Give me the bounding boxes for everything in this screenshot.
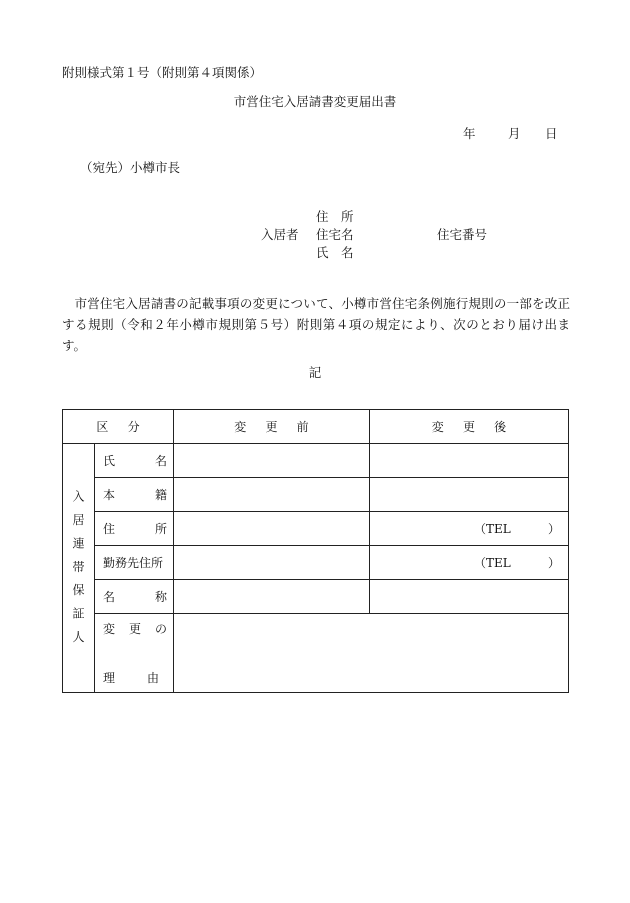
ki-label: 記 [308, 365, 322, 380]
date-month: 月 [508, 126, 521, 141]
header-row [63, 410, 569, 444]
workplace-after-cell[interactable] [370, 546, 569, 580]
guarantor-group-label: 入居連帯保証人 [63, 444, 95, 693]
address-after-cell[interactable] [370, 512, 569, 546]
row-address-label: 住 所 [95, 512, 174, 546]
meisho-before-cell[interactable] [174, 580, 370, 614]
reason-cell[interactable] [174, 614, 569, 693]
row-honseki-label: 本 籍 [95, 478, 174, 512]
name-label: 氏 名 [316, 245, 354, 260]
name-after-cell[interactable] [370, 444, 569, 478]
addressee: （宛先）小樽市長 [80, 160, 181, 175]
row-reason-label: 変 更 の 理 由 [95, 614, 174, 693]
header-before: 変更前 [174, 410, 370, 444]
row-workplace-label: 勤務先住所 [95, 546, 174, 580]
row-workplace [63, 546, 569, 580]
form-id: 附則様式第１号（附則第４項関係） [62, 65, 263, 80]
house-number-label: 住宅番号 [437, 227, 488, 242]
header-category: 区分 [63, 410, 174, 444]
row-meisho [63, 580, 569, 614]
workplace-tel: （TEL ） [474, 556, 560, 570]
document-title: 市営住宅入居請書変更届出書 [233, 94, 397, 109]
honseki-after-cell[interactable] [370, 478, 569, 512]
row-name-label: 氏 名 [95, 444, 174, 478]
applicant-role: 入居者 [261, 227, 299, 242]
row-address [63, 512, 569, 546]
row-honseki [63, 478, 569, 512]
workplace-before-cell[interactable] [174, 546, 370, 580]
change-table [62, 409, 569, 693]
row-reason [63, 614, 569, 693]
honseki-before-cell[interactable] [174, 478, 370, 512]
row-meisho-label: 名 称 [95, 580, 174, 614]
date-day: 日 [545, 126, 558, 141]
row-name [63, 444, 569, 478]
house-name-label: 住宅名 [316, 227, 354, 242]
address-label: 住 所 [316, 209, 354, 224]
date-year: 年 [463, 126, 476, 141]
address-before-cell[interactable] [174, 512, 370, 546]
body-paragraph: 市営住宅入居請書の記載事項の変更について、小樽市営住宅条例施行規則の一部を改正する規則（令和２年小樽市規則第５号）附則第４項の規定により、次のとおり届け出ます。 [62, 296, 570, 353]
meisho-after-cell[interactable] [370, 580, 569, 614]
address-tel: （TEL ） [474, 522, 560, 536]
header-after: 変更後 [370, 410, 569, 444]
name-before-cell[interactable] [174, 444, 370, 478]
